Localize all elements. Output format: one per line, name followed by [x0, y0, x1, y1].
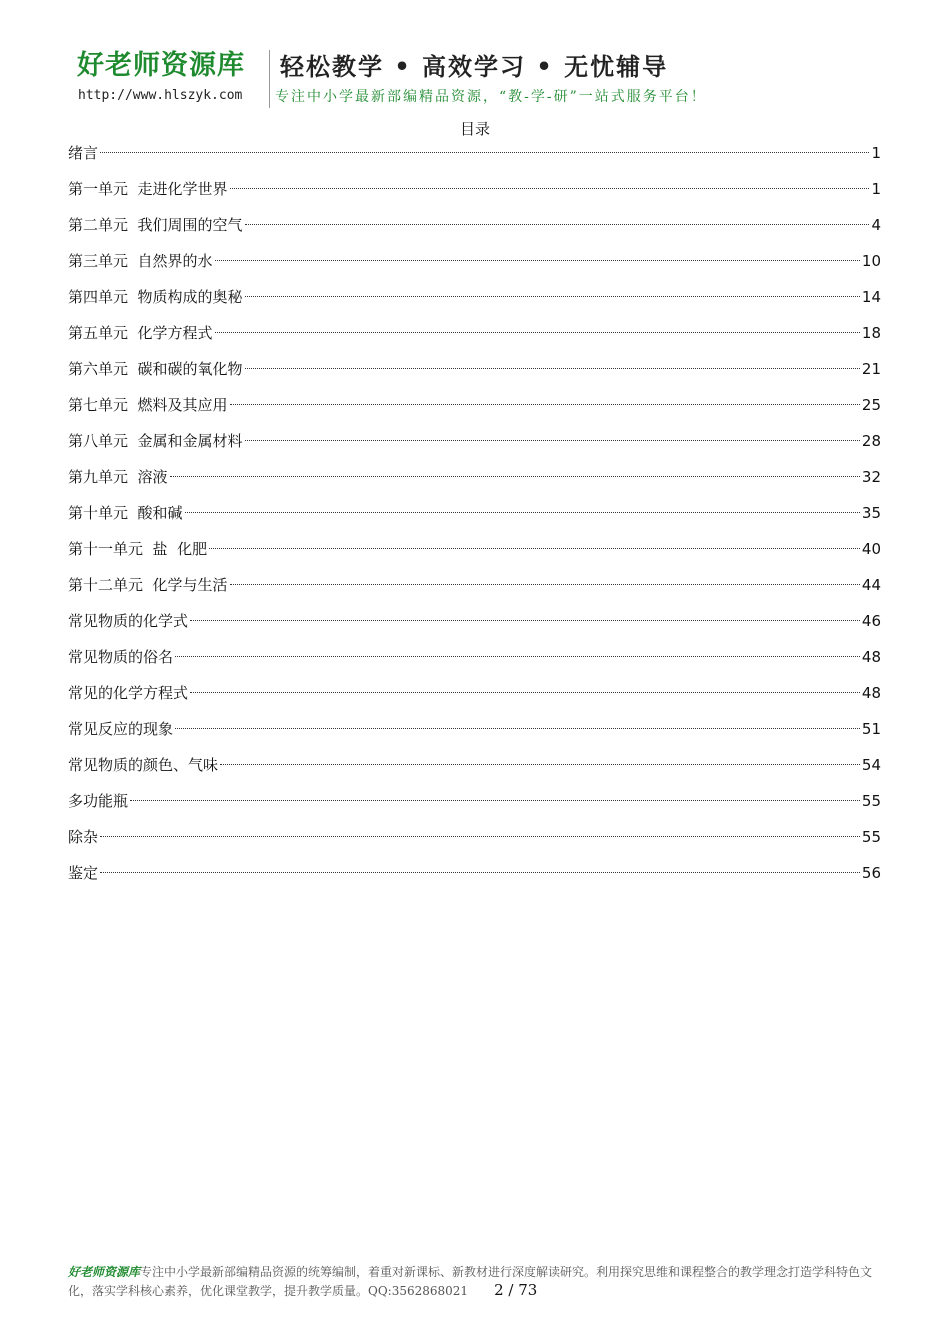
- toc-entry-page: 44: [861, 576, 881, 594]
- toc-entry-page: 54: [861, 756, 881, 774]
- toc-entry-page: 48: [861, 648, 881, 666]
- toc-entry-label: 多功能瓶: [68, 792, 129, 810]
- toc-entry-label: 常见物质的化学式: [68, 612, 189, 630]
- toc-entry[interactable]: [68, 824, 881, 860]
- toc-title: 目录: [459, 120, 490, 138]
- toc-dot-leader: [245, 440, 860, 441]
- toc-entry-label: 第五单元 化学方程式: [68, 324, 213, 342]
- toc-entry-page: 55: [861, 828, 881, 846]
- toc-dot-leader: [175, 656, 860, 657]
- toc-entry-label: 除杂: [68, 828, 99, 846]
- toc-dot-leader: [245, 296, 860, 297]
- website-url[interactable]: http://www.hlszyk.com: [78, 88, 243, 103]
- toc-entry[interactable]: [68, 248, 881, 284]
- toc-entry-label: 第二单元 我们周围的空气: [68, 216, 243, 234]
- toc-entry-page: 46: [861, 612, 881, 630]
- header-subline: 专注中小学最新部编精品资源，“教-学-研”一站式服务平台！: [275, 89, 707, 105]
- toc-dot-leader: [100, 836, 860, 837]
- toc-dot-leader: [220, 764, 860, 765]
- toc-entry[interactable]: [68, 716, 881, 752]
- toc-entry-label: 第十二单元 化学与生活: [68, 576, 228, 594]
- toc-entry-label: 第七单元 燃料及其应用: [68, 396, 228, 414]
- toc-dot-leader: [190, 620, 860, 621]
- toc-entry[interactable]: [68, 644, 881, 680]
- toc-entry-label: 第十单元 酸和碱: [68, 504, 183, 522]
- toc-entry[interactable]: [68, 680, 881, 716]
- toc-entry-page: 48: [861, 684, 881, 702]
- toc-entry-page: 1: [871, 180, 881, 198]
- toc-entry-label: 第四单元 物质构成的奥秘: [68, 288, 243, 306]
- toc-entry-page: 18: [861, 324, 881, 342]
- toc-dot-leader: [185, 512, 860, 513]
- toc-dot-leader: [230, 404, 860, 405]
- toc-entry-label: 绪言: [68, 144, 99, 162]
- toc-entry-label: 第八单元 金属和金属材料: [68, 432, 243, 450]
- toc-entry[interactable]: [68, 356, 881, 392]
- toc-entry-page: 51: [861, 720, 881, 738]
- toc-entry-page: 21: [861, 360, 881, 378]
- toc-dot-leader: [170, 476, 860, 477]
- brand-logo: 好老师资源库: [77, 50, 245, 81]
- toc-entry-label: 第九单元 溶液: [68, 468, 168, 486]
- toc-entry[interactable]: [68, 500, 881, 536]
- toc-entry[interactable]: [68, 752, 881, 788]
- toc-entry-page: 4: [871, 216, 881, 234]
- toc-entry-label: 鉴定: [68, 864, 99, 882]
- toc-dot-leader: [215, 260, 860, 261]
- toc-entry-label: 第六单元 碳和碳的氧化物: [68, 360, 243, 378]
- toc-dot-leader: [100, 872, 860, 873]
- toc-entry[interactable]: [68, 464, 881, 500]
- toc-entry[interactable]: [68, 428, 881, 464]
- toc-dot-leader: [215, 332, 860, 333]
- toc-entry-page: 55: [861, 792, 881, 810]
- toc-dot-leader: [130, 800, 860, 801]
- toc-entry-page: 10: [861, 252, 881, 270]
- toc-entry-page: 25: [861, 396, 881, 414]
- toc-dot-leader: [209, 548, 860, 549]
- toc-dot-leader: [230, 188, 869, 189]
- toc-entry-page: 14: [861, 288, 881, 306]
- toc-entry[interactable]: [68, 176, 881, 212]
- toc-entry-label: 常见反应的现象: [68, 720, 174, 738]
- toc-entry-page: 28: [861, 432, 881, 450]
- toc-dot-leader: [190, 692, 860, 693]
- page-number: 2 / 73: [494, 1281, 538, 1299]
- toc-dot-leader: [245, 224, 869, 225]
- toc-entry-label: 常见物质的颜色、气味: [68, 756, 219, 774]
- footer-brand: 好老师资源库: [68, 1265, 141, 1279]
- toc-entry[interactable]: [68, 140, 881, 176]
- toc-entry-page: 35: [861, 504, 881, 522]
- toc-entry[interactable]: [68, 212, 881, 248]
- toc-entry-label: 第三单元 自然界的水: [68, 252, 213, 270]
- toc-entry-page: 1: [871, 144, 881, 162]
- toc-dot-leader: [245, 368, 860, 369]
- toc-entry[interactable]: [68, 392, 881, 428]
- toc-entry-label: 第一单元 走进化学世界: [68, 180, 228, 198]
- toc-entry[interactable]: [68, 284, 881, 320]
- toc-entry[interactable]: [68, 320, 881, 356]
- header-divider: [269, 50, 270, 108]
- toc-entry[interactable]: [68, 536, 881, 572]
- toc-entry-label: 常见物质的俗名: [68, 648, 174, 666]
- header-slogan: 轻松教学 • 高效学习 • 无忧辅导: [280, 52, 669, 81]
- toc-dot-leader: [175, 728, 860, 729]
- footer-text: 专注中小学最新部编精品资源的统筹编制，着重对新课标、新教材进行深度解读研究。利用探究思维和课程整合的教学理念打造学科特色文化，落实学科核心素养，优化课堂教学，提升教学质量。QQ:3562868021: [68, 1265, 873, 1298]
- page-header: [77, 48, 877, 110]
- toc-entry-page: 56: [861, 864, 881, 882]
- toc-entry-label: 常见的化学方程式: [68, 684, 189, 702]
- table-of-contents: [68, 140, 881, 896]
- toc-entry[interactable]: [68, 608, 881, 644]
- toc-entry-page: 32: [861, 468, 881, 486]
- toc-entry-page: 40: [861, 540, 881, 558]
- toc-dot-leader: [230, 584, 860, 585]
- toc-entry[interactable]: [68, 860, 881, 896]
- toc-entry-label: 第十一单元 盐 化肥: [68, 540, 208, 558]
- toc-entry[interactable]: [68, 788, 881, 824]
- toc-dot-leader: [100, 152, 869, 153]
- toc-entry[interactable]: [68, 572, 881, 608]
- page-footer: [68, 1263, 883, 1300]
